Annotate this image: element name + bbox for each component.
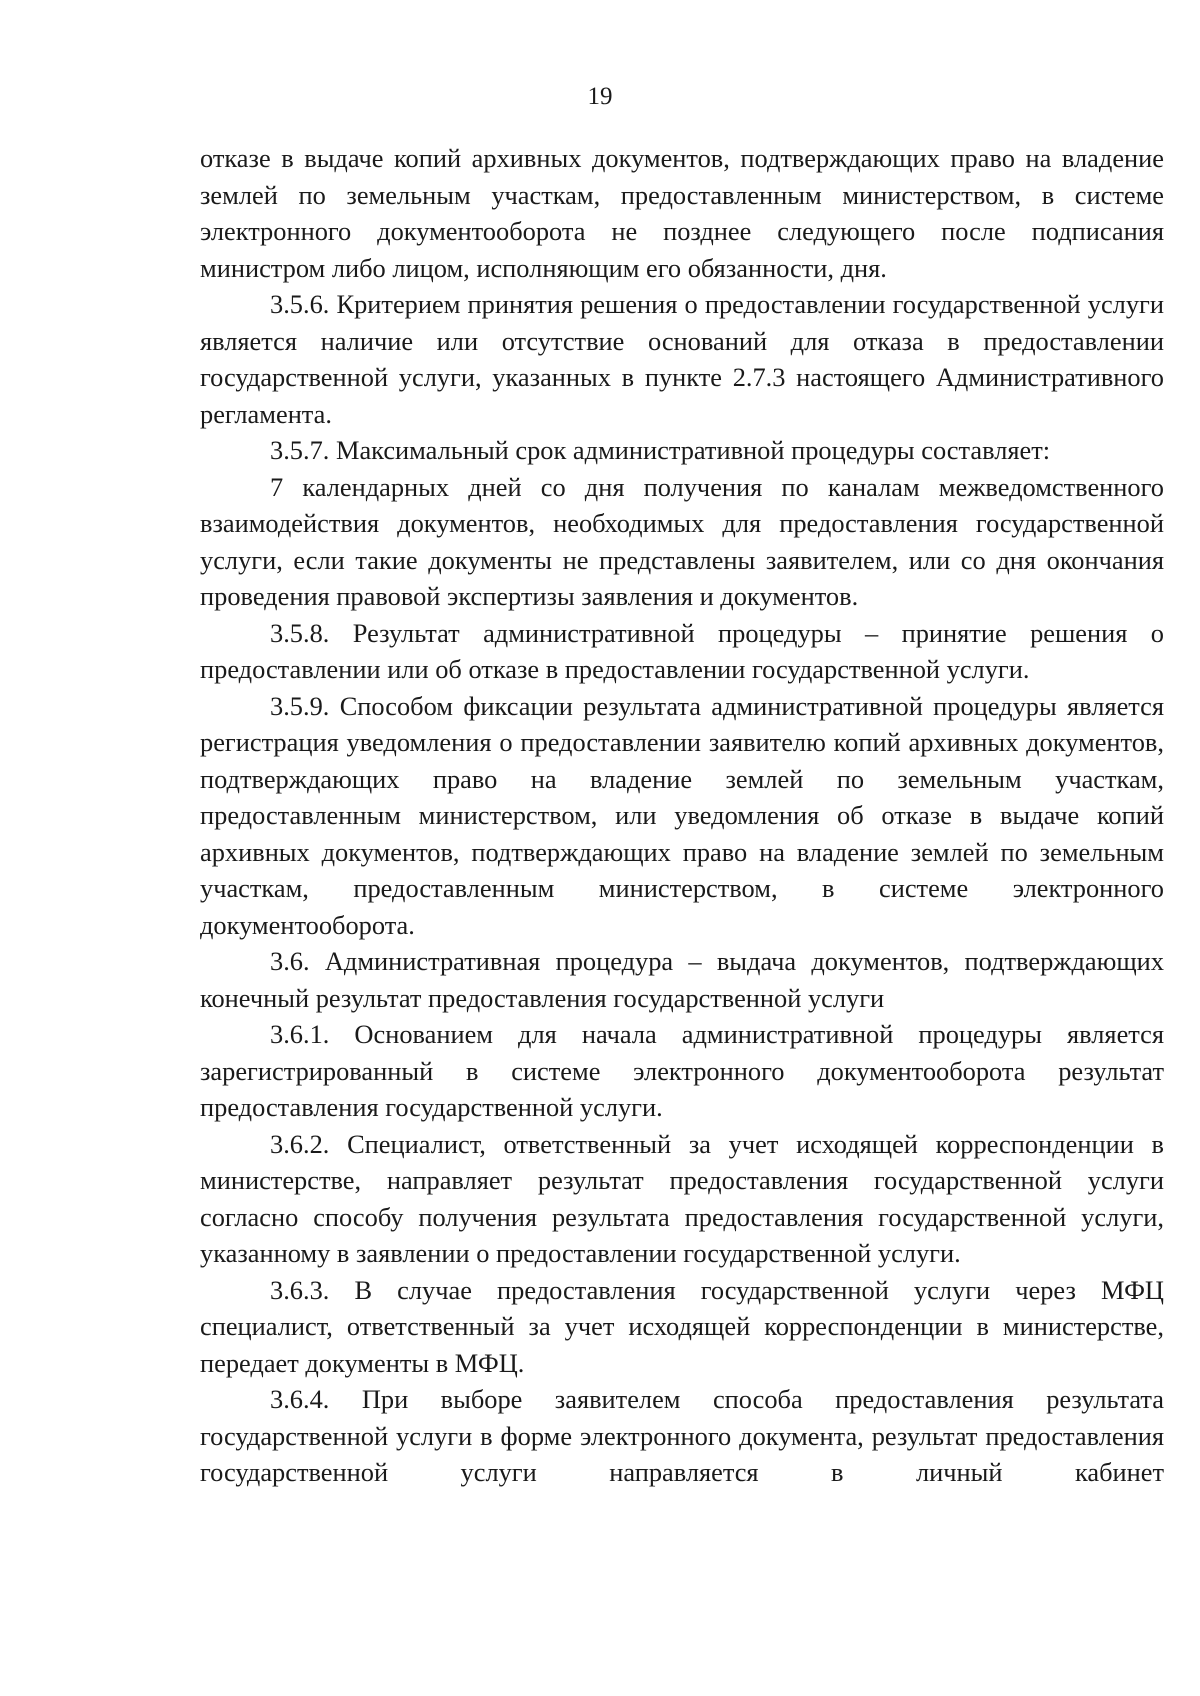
- paragraph-3-5-9: 3.5.9. Способом фиксации результата административной процедуры является регистрация уведомления о предоставлении заявителю копий архивных документов, подтверждающих право на владение землей по земельным участкам, предоставленным министерством, или уведомления об отказе в выдаче копий архивных документов, подтверждающих право на владение землей по земельным участкам, предоставленным министерством, в системе электронного документооборота.: [200, 690, 1164, 940]
- paragraph-3-5-6: 3.5.6. Критерием принятия решения о предоставлении государственной услуги является наличие или отсутствие оснований для отказа в предоставлении государственной услуги, указанных в пункте 2.7.3 настоящего Административного регламента.: [200, 289, 1164, 429]
- paragraph-3-6-4: 3.6.4. При выборе заявителем способа предоставления результата государственной услуги в форме электронного документа, результат предоставления государственной услуги направляется в личный кабинет: [200, 1384, 1164, 1487]
- paragraph-3-6-2: 3.6.2. Специалист, ответственный за учет исходящей корреспонденции в министерстве, направляет результат предоставления государственной услуги согласно способу получения результата предоставления государственной услуги, указанному в заявлении о предоставлении государственной услуги.: [200, 1128, 1164, 1268]
- paragraph-3-6-1: 3.6.1. Основанием для начала административной процедуры является зарегистрированный в системе электронного документооборота результат предоставления государственной услуги.: [200, 1019, 1164, 1122]
- paragraph-3-5-8: 3.5.8. Результат административной процедуры – принятие решения о предоставлении или об отказе в предоставлении государственной услуги.: [200, 617, 1164, 684]
- paragraph-3-5-7-detail: 7 календарных дней со дня получения по каналам межведомственного взаимодействия документов, необходимых для предоставления государственной услуги, если такие документы не представлены заявителем, или со дня окончания проведения правовой экспертизы заявления и документов.: [200, 471, 1164, 611]
- section-heading-3-6: 3.6. Административная процедура – выдача документов, подтверждающих конечный результат предоставления государственной услуги: [200, 946, 1164, 1013]
- page-number: 19: [587, 83, 613, 110]
- paragraph-3-6-3: 3.6.3. В случае предоставления государственной услуги через МФЦ специалист, ответственный за учет исходящей корреспонденции в министерстве, передает документы в МФЦ.: [200, 1274, 1164, 1378]
- document-body: [200, 140, 1164, 1491]
- paragraph-3-5-7: 3.5.7. Максимальный срок административной процедуры составляет:: [270, 435, 1051, 465]
- paragraph-continuation: отказе в выдаче копий архивных документов, подтверждающих право на владение землей по земельным участкам, предоставленным министерством, в системе электронного документооборота не позднее следующего после подписания министром либо лицом, исполняющим его обязанности, дня.: [200, 143, 1164, 283]
